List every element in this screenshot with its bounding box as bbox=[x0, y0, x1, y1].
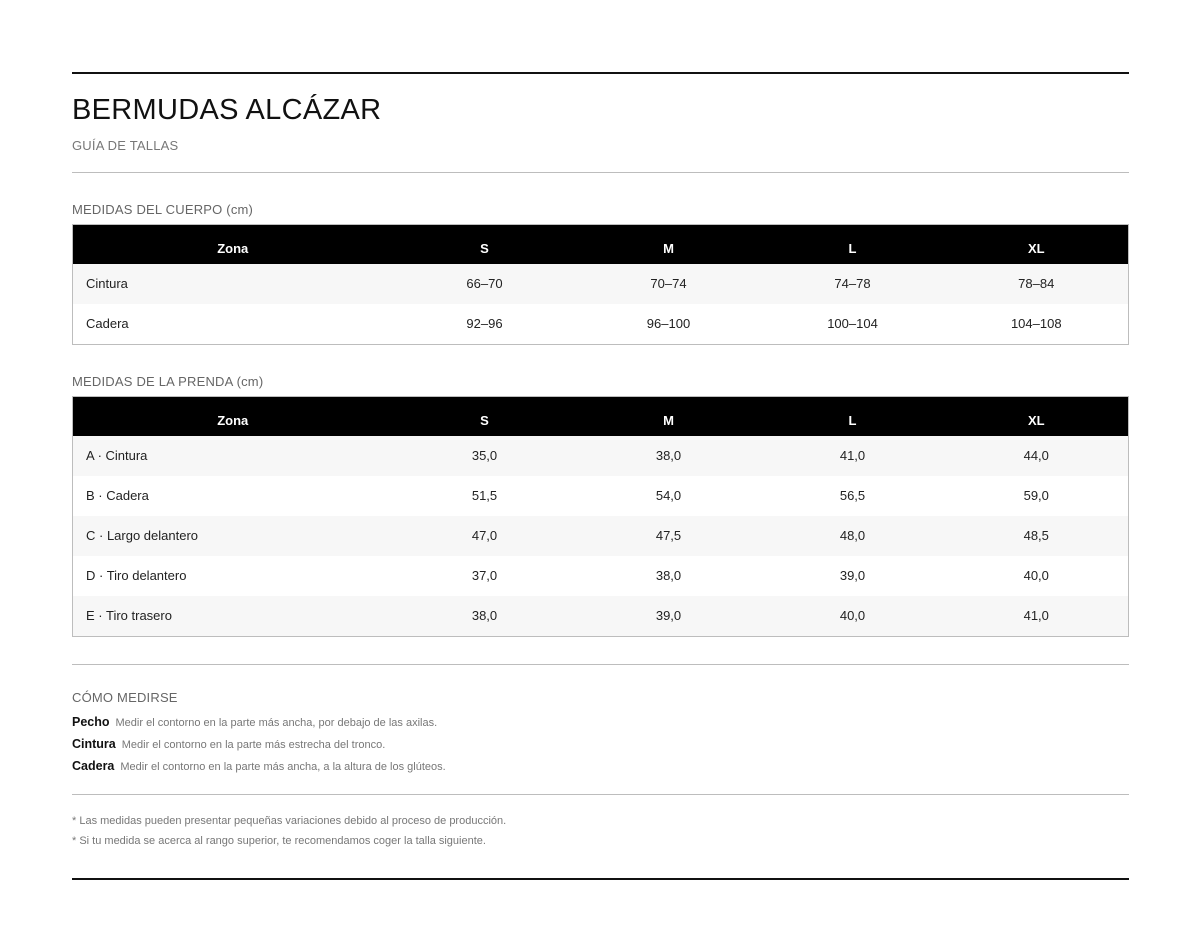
table-cell: 51,5 bbox=[393, 476, 577, 516]
column-header-l: L bbox=[761, 225, 945, 264]
table-header-row bbox=[73, 225, 1129, 264]
table-cell: 47,0 bbox=[393, 516, 577, 556]
table-row bbox=[73, 516, 1129, 556]
column-header-zone: Zona bbox=[73, 397, 393, 436]
row-zone-label: D · Tiro delantero bbox=[73, 556, 393, 596]
table-cell: 54,0 bbox=[577, 476, 761, 516]
row-zone-label: E · Tiro trasero bbox=[73, 596, 393, 637]
column-header-m: M bbox=[577, 397, 761, 436]
table-cell: 48,0 bbox=[761, 516, 945, 556]
table-cell: 40,0 bbox=[945, 556, 1129, 596]
table-row bbox=[73, 556, 1129, 596]
column-header-xl: XL bbox=[945, 397, 1129, 436]
howto-item bbox=[72, 735, 385, 753]
table-cell: 92–96 bbox=[393, 304, 577, 345]
howto-desc: Medir el contorno en la parte más ancha, a la altura de los glúteos. bbox=[120, 761, 446, 773]
howto-label: CÓMO MEDIRSE bbox=[72, 690, 178, 705]
table-cell: 96–100 bbox=[577, 304, 761, 345]
howto-divider bbox=[72, 664, 1129, 665]
row-zone-label: Cintura bbox=[73, 264, 393, 304]
page-title: BERMUDAS ALCÁZAR bbox=[72, 94, 382, 126]
table-cell: 70–74 bbox=[577, 264, 761, 304]
row-zone-label: A · Cintura bbox=[73, 436, 393, 476]
table-cell: 41,0 bbox=[761, 436, 945, 476]
table-row bbox=[73, 436, 1129, 476]
table-cell: 38,0 bbox=[393, 596, 577, 637]
howto-term: Pecho bbox=[72, 715, 110, 729]
table-cell: 47,5 bbox=[577, 516, 761, 556]
top-rule bbox=[72, 72, 1129, 74]
row-zone-label: B · Cadera bbox=[73, 476, 393, 516]
table-cell: 48,5 bbox=[945, 516, 1129, 556]
table-row bbox=[73, 476, 1129, 516]
table-cell: 39,0 bbox=[761, 556, 945, 596]
column-header-m: M bbox=[577, 225, 761, 264]
howto-desc: Medir el contorno en la parte más ancha, por debajo de las axilas. bbox=[115, 717, 438, 729]
table-row bbox=[73, 264, 1129, 304]
table-cell: 38,0 bbox=[577, 556, 761, 596]
column-header-xl: XL bbox=[945, 225, 1129, 264]
table-cell: 59,0 bbox=[945, 476, 1129, 516]
footnote: * Las medidas pueden presentar pequeñas variaciones debido al proceso de producción. bbox=[72, 815, 507, 827]
column-header-l: L bbox=[761, 397, 945, 436]
table-cell: 56,5 bbox=[761, 476, 945, 516]
page-subtitle: GUÍA DE TALLAS bbox=[72, 138, 179, 153]
row-zone-label: C · Largo delantero bbox=[73, 516, 393, 556]
table-cell: 74–78 bbox=[761, 264, 945, 304]
table-cell: 37,0 bbox=[393, 556, 577, 596]
bottom-rule bbox=[72, 878, 1129, 880]
table-cell: 104–108 bbox=[945, 304, 1129, 345]
table-row bbox=[73, 596, 1129, 637]
column-header-s: S bbox=[393, 397, 577, 436]
howto-item bbox=[72, 713, 437, 731]
table-cell: 41,0 bbox=[945, 596, 1129, 637]
column-header-zone: Zona bbox=[73, 225, 393, 264]
howto-item bbox=[72, 757, 446, 775]
notes-divider bbox=[72, 794, 1129, 795]
column-header-s: S bbox=[393, 225, 577, 264]
table-row bbox=[73, 304, 1129, 345]
table-cell: 66–70 bbox=[393, 264, 577, 304]
footnote: * Si tu medida se acerca al rango superior, te recomendamos coger la talla siguiente. bbox=[72, 835, 486, 847]
howto-desc: Medir el contorno en la parte más estrecha del tronco. bbox=[121, 739, 386, 751]
table-cell: 38,0 bbox=[577, 436, 761, 476]
row-zone-label: Cadera bbox=[73, 304, 393, 345]
table-header-row bbox=[73, 397, 1129, 436]
garment-measurements-table bbox=[72, 396, 1129, 637]
table-cell: 78–84 bbox=[945, 264, 1129, 304]
body-measurements-table bbox=[72, 224, 1129, 345]
table-cell: 100–104 bbox=[761, 304, 945, 345]
garment-measurements-label: MEDIDAS DE LA PRENDA (cm) bbox=[72, 374, 264, 389]
body-measurements-label: MEDIDAS DEL CUERPO (cm) bbox=[72, 202, 254, 217]
header-divider bbox=[72, 172, 1129, 173]
table-cell: 44,0 bbox=[945, 436, 1129, 476]
table-cell: 35,0 bbox=[393, 436, 577, 476]
table-cell: 39,0 bbox=[577, 596, 761, 637]
howto-term: Cintura bbox=[72, 737, 116, 751]
table-cell: 40,0 bbox=[761, 596, 945, 637]
howto-term: Cadera bbox=[72, 759, 115, 773]
